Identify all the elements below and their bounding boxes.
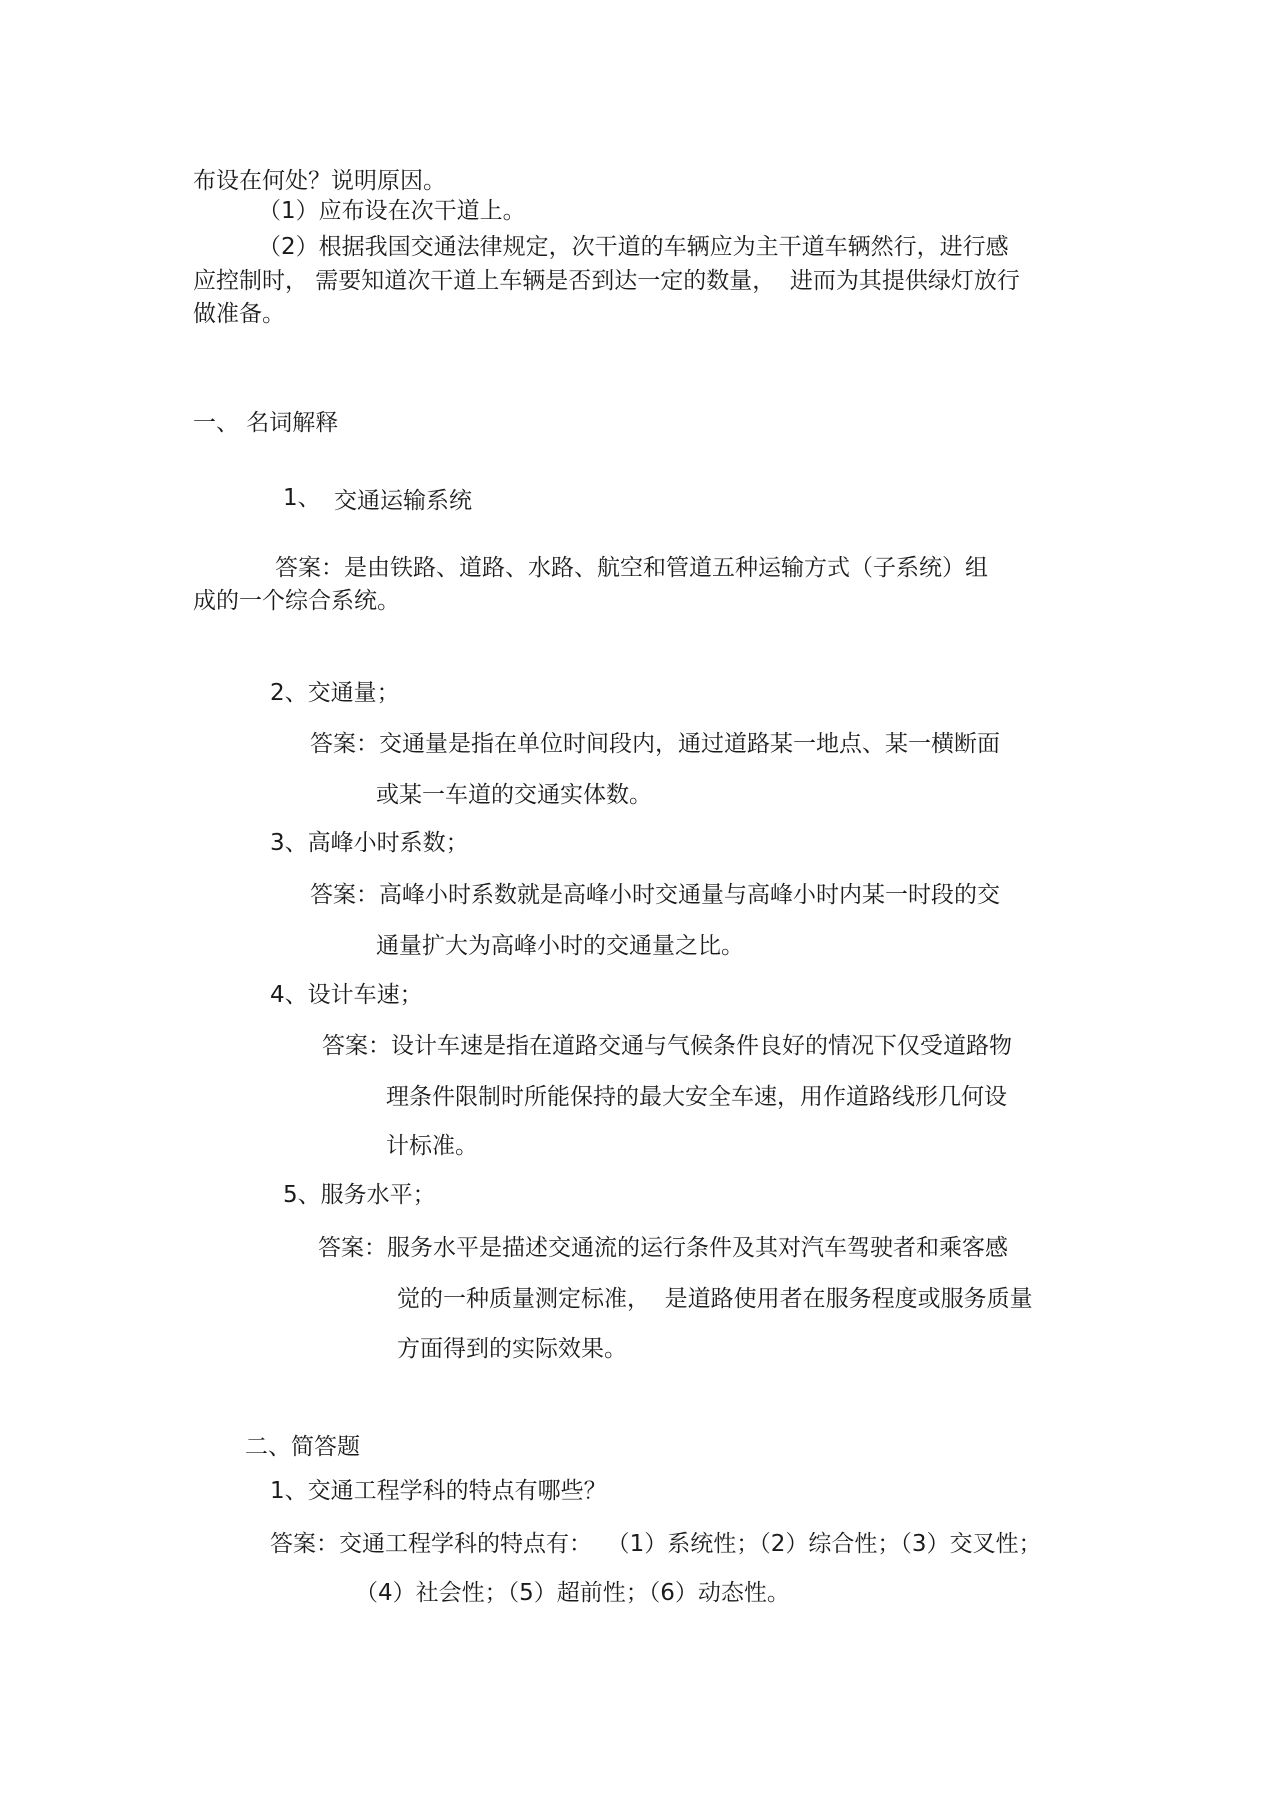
term-answer-line: 通量扩大为高峰小时的交通量之比。 (376, 933, 744, 959)
section-heading-short-answer: 二、简答题 (245, 1434, 360, 1460)
term-answer-line: 或某一车道的交通实体数。 (376, 782, 652, 808)
section-heading-terms: 一、 名词解释 (193, 410, 339, 436)
term-answer-line: 计标准。 (386, 1133, 478, 1159)
term-number: 1、 (283, 485, 321, 511)
question: 1、交通工程学科的特点有哪些？ (270, 1478, 607, 1504)
term-answer-line: 答案：是由铁路、道路、水路、航空和管道五种运输方式（子系统）组 (275, 555, 988, 581)
term-answer-line: 答案：设计车速是指在道路交通与气候条件良好的情况下仅受道路物 (322, 1033, 1012, 1059)
term-title: 4、设计车速； (270, 982, 423, 1008)
intro-item-1: （1）应布设在次干道上。 (258, 198, 526, 224)
term-title: 交通运输系统 (334, 488, 472, 514)
term-title: 2、交通量； (270, 680, 400, 706)
intro-item-2-line-1: （2）根据我国交通法律规定，次干道的车辆应为主干道车辆然行，进行感 (258, 234, 1009, 260)
term-answer-line: 方面得到的实际效果。 (397, 1336, 627, 1362)
term-answer-line: 理条件限制时所能保持的最大安全车速，用作道路线形几何设 (386, 1084, 1007, 1110)
intro-item-2-line-3: 做准备。 (193, 301, 285, 327)
term-answer-line: 成的一个综合系统。 (193, 588, 400, 614)
answer-line: 答案：交通工程学科的特点有： （1）系统性；（2）综合性；（3）交叉性； (270, 1531, 1042, 1557)
term-answer-line: 答案：服务水平是描述交通流的运行条件及其对汽车驾驶者和乘客感 (318, 1235, 1008, 1261)
answer-line: （4）社会性；（5）超前性；（6）动态性。 (355, 1580, 790, 1606)
intro-item-2-line-2: 应控制时， 需要知道次干道上车辆是否到达一定的数量， 进而为其提供绿灯放行 (193, 268, 1020, 294)
term-answer-line: 觉的一种质量测定标准， 是道路使用者在服务程度或服务质量 (397, 1286, 1033, 1312)
term-answer-line: 答案：高峰小时系数就是高峰小时交通量与高峰小时内某一时段的交 (310, 882, 1000, 908)
term-answer-line: 答案：交通量是指在单位时间段内，通过道路某一地点、某一横断面 (310, 731, 1000, 757)
intro-line: 布设在何处？说明原因。 (193, 168, 446, 194)
term-title: 3、高峰小时系数； (270, 830, 469, 856)
term-title: 5、服务水平； (283, 1182, 436, 1208)
